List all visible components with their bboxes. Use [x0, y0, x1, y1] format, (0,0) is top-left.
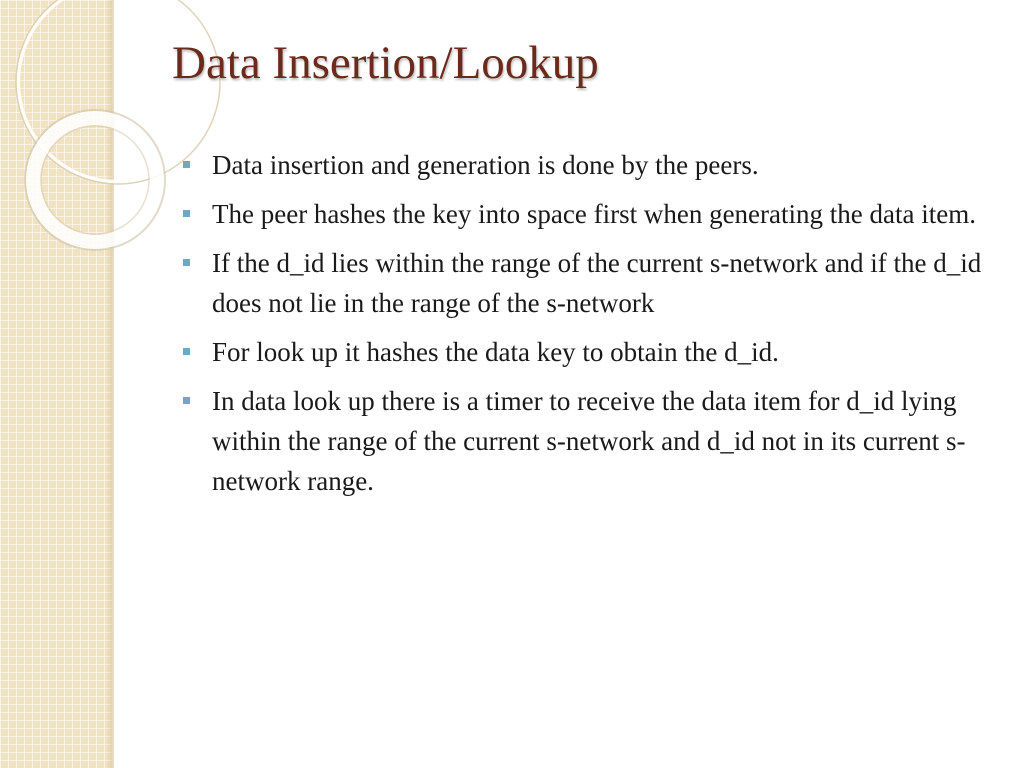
square-bullet-icon	[183, 397, 190, 404]
bullet-text: For look up it hashes the data key to obtain the d_id.	[212, 337, 779, 367]
bullet-item	[180, 332, 1000, 372]
bullet-text: If the d_id lies within the range of the current s-network and if the d_id does not lie in the range of the s-network	[212, 248, 982, 318]
bullet-item	[180, 381, 1000, 501]
bullet-list	[180, 145, 1000, 510]
bullet-item	[180, 243, 1000, 323]
square-bullet-icon	[183, 259, 190, 266]
bullet-text: In data look up there is a timer to receive the data item for d_id lying within the range of the current s-network and d_id not in its current s-network range.	[212, 386, 966, 496]
bullet-text: The peer hashes the key into space first when generating the data item.	[212, 199, 976, 229]
bullet-item	[180, 145, 1000, 185]
bullet-text: Data insertion and generation is done by the peers.	[212, 150, 759, 180]
decorative-rings-icon	[0, 0, 160, 260]
slide-title: Data Insertion/Lookup	[172, 37, 599, 89]
bullet-item	[180, 194, 1000, 234]
square-bullet-icon	[183, 210, 190, 217]
square-bullet-icon	[183, 161, 190, 168]
square-bullet-icon	[183, 348, 190, 355]
